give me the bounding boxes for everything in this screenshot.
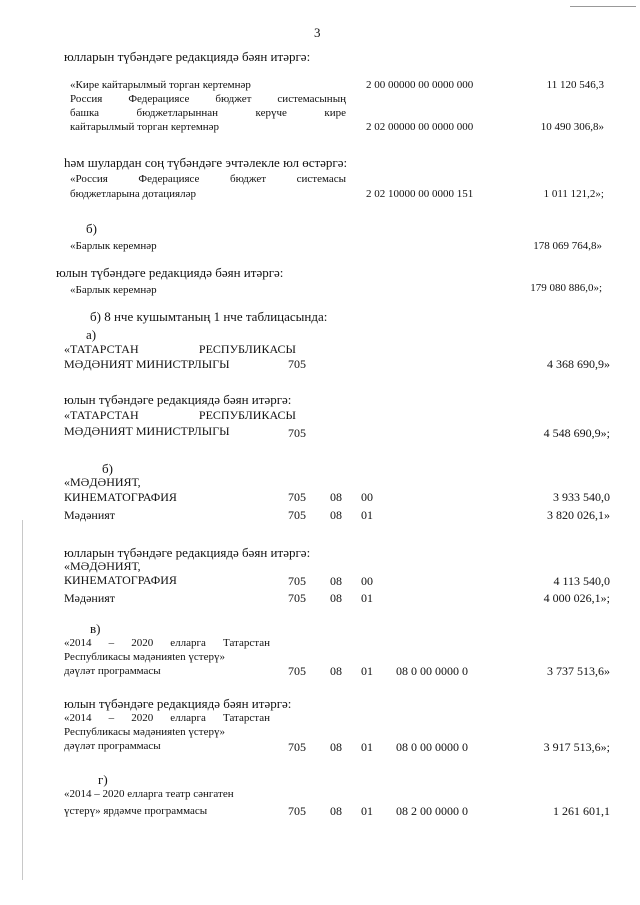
page-number: 3 <box>314 25 321 40</box>
row-text-justified: «ТАТАРСТАН РЕСПУБЛИКАСЫ <box>64 342 296 356</box>
row-text: «МӘДӘНИЯТ, <box>64 559 141 573</box>
row-text: «МӘДӘНИЯТ, <box>64 475 141 489</box>
row-subsection-code: 01 <box>361 508 373 522</box>
row-text: бюджетларына дотацияләр <box>70 188 196 200</box>
row-sum: 3 933 540,0 <box>553 490 610 504</box>
row-subsection-code: 01 <box>361 740 373 754</box>
row-text: Республикасы мәдәнияten үстерү» <box>64 726 225 738</box>
row-sum: 1 261 601,1 <box>553 804 610 818</box>
row-section-code: 08 <box>330 490 342 504</box>
item-label: в) <box>90 621 101 636</box>
instruction-replace-rows: юлларын түбәндәге редакциядә бәян итәргә: <box>64 49 311 64</box>
row-text: Мәдәният <box>64 591 116 605</box>
row-sum: 3 737 513,6» <box>547 664 610 678</box>
instruction-replace-row: юлын түбәндәге редакциядә бәян итәргә: <box>64 696 292 711</box>
row-sum: 11 120 546,3 <box>546 79 604 91</box>
row-sum: 10 490 306,8» <box>540 121 604 133</box>
row-subsection-code: 01 <box>361 804 373 818</box>
row-code: 705 <box>288 508 306 522</box>
instruction-replace-row: юлын түбәндәге редакциядә бәян итәргә: <box>64 392 292 407</box>
row-text-justified: башка бюджетларыннан керүче кире <box>70 107 346 119</box>
row-sum: 4 368 690,9» <box>547 357 610 371</box>
item-label: а) <box>86 327 97 342</box>
row-code: 705 <box>288 591 306 605</box>
row-section-code: 08 <box>330 664 342 678</box>
row-code: 705 <box>288 574 306 588</box>
row-code: 2 02 00000 00 0000 000 <box>366 121 474 133</box>
row-text: «2014 – 2020 елларга театр сәнгатен <box>64 788 234 800</box>
row-text: «Барлык керемнәр <box>70 240 157 252</box>
row-sum: 178 069 764,8» <box>533 240 602 252</box>
row-target-code: 08 0 00 0000 0 <box>396 664 468 678</box>
row-text: МӘДӘНИЯТ МИНИСТРЛЫГЫ <box>64 357 230 371</box>
instruction-replace-row: юлын түбәндәге редакциядә бәян итәргә: <box>56 265 284 280</box>
row-code: 705 <box>288 357 306 371</box>
row-text-justified: «2014 – 2020 елларга Татарстан <box>64 637 270 649</box>
row-subsection-code: 00 <box>361 490 373 504</box>
row-sum: 3 917 513,6»; <box>543 740 610 754</box>
row-section-code: 08 <box>330 740 342 754</box>
instruction-replace-rows: юлларын түбәндәге редакциядә бәян итәргә: <box>64 545 311 560</box>
row-code: 2 00 00000 00 0000 000 <box>366 79 474 91</box>
row-section-code: 08 <box>330 804 342 818</box>
row-sum: 4 000 026,1»; <box>543 591 610 605</box>
row-code: 705 <box>288 804 306 818</box>
row-sum: 3 820 026,1» <box>547 508 610 522</box>
item-label: б) <box>86 221 97 236</box>
row-text-justified: Россия Федерациясе бюджет системасының <box>70 93 346 105</box>
row-text: МӘДӘНИЯТ МИНИСТРЛЫГЫ <box>64 424 230 438</box>
row-text: дәүләт программасы <box>64 740 161 752</box>
row-text-justified: «ТАТАРСТАН РЕСПУБЛИКАСЫ <box>64 408 296 422</box>
item-label: б) <box>102 461 113 476</box>
row-text-justified: «2014 – 2020 елларга Татарстан <box>64 712 270 724</box>
row-text: КИНЕМАТОГРАФИЯ <box>64 490 177 504</box>
row-subsection-code: 01 <box>361 591 373 605</box>
row-section-code: 08 <box>330 574 342 588</box>
row-text: «Барлык керемнәр <box>70 284 157 296</box>
row-text-justified: «Россия Федерациясе бюджет системасы <box>70 173 346 185</box>
row-sum: 179 080 886,0»; <box>530 282 602 294</box>
instruction-add-row: һәм шулардан соң түбәндәге эчтәлекле юл өстәргә: <box>64 155 348 170</box>
row-code: 705 <box>288 490 306 504</box>
row-text: кайтарылмый торган кертемнәр <box>70 121 220 133</box>
row-target-code: 08 2 00 0000 0 <box>396 804 468 818</box>
row-target-code: 08 0 00 0000 0 <box>396 740 468 754</box>
row-code: 705 <box>288 426 306 440</box>
row-code: 705 <box>288 664 306 678</box>
section-heading: б) 8 нче кушымтаның 1 нче таблицасында: <box>90 309 328 324</box>
row-text: дәүләт программасы <box>64 665 161 677</box>
row-section-code: 08 <box>330 591 342 605</box>
row-sum: 4 548 690,9»; <box>543 426 610 440</box>
row-subsection-code: 01 <box>361 664 373 678</box>
scan-margin-line <box>22 520 23 880</box>
row-text: Республикасы мәдәнияten үстерү» <box>64 651 225 663</box>
row-text: Мәдәният <box>64 508 116 522</box>
row-section-code: 08 <box>330 508 342 522</box>
row-text: КИНЕМАТОГРАФИЯ <box>64 573 177 587</box>
row-subsection-code: 00 <box>361 574 373 588</box>
row-sum: 1 011 121,2»; <box>543 188 604 200</box>
row-text: үстерү» ярдәмче программасы <box>64 805 208 817</box>
row-code: 705 <box>288 740 306 754</box>
row-sum: 4 113 540,0 <box>553 574 610 588</box>
row-text: «Кире кайтарылмый торган кертемнәр <box>70 79 251 91</box>
scan-edge-line <box>570 6 636 7</box>
item-label: г) <box>98 772 108 787</box>
row-code: 2 02 10000 00 0000 151 <box>366 188 474 200</box>
